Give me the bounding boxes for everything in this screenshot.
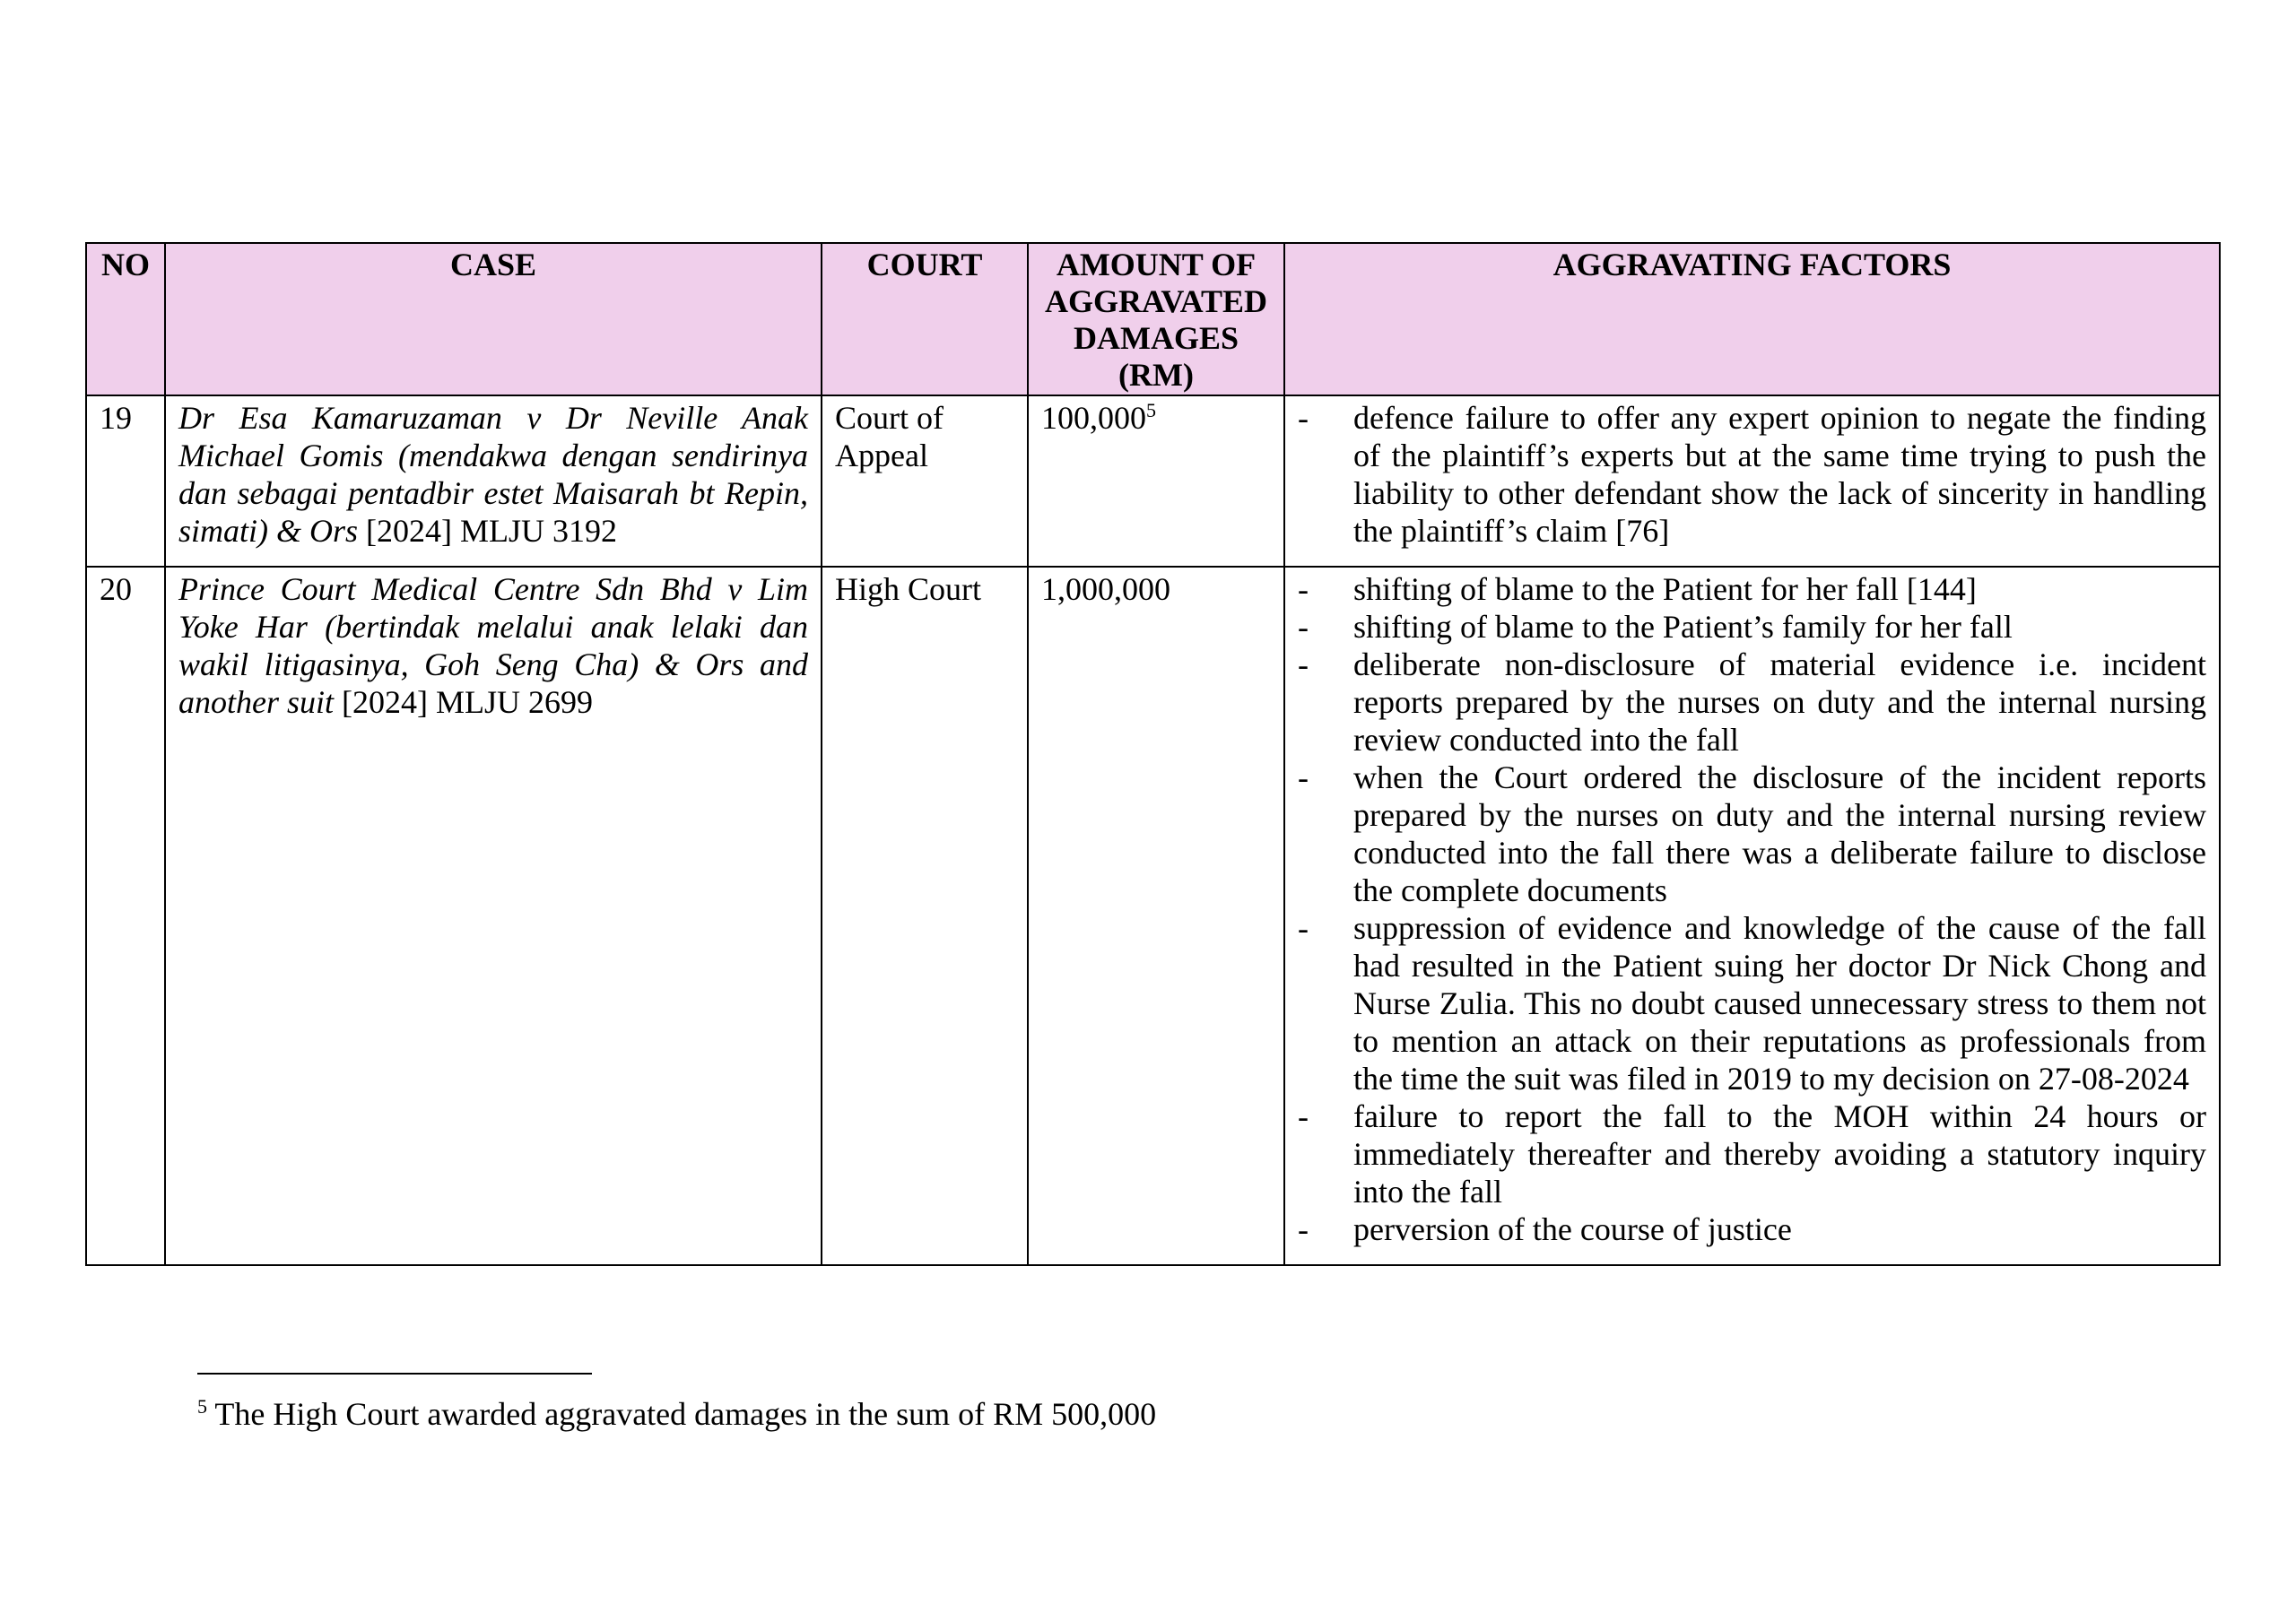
bullet-dash: - [1298, 571, 1309, 607]
header-factors: AGGRAVATING FACTORS [1284, 243, 2220, 395]
case-citation: [2024] MLJU 2699 [334, 684, 593, 720]
factor-text: failure to report the fall to the MOH within 24 hours or immediately thereafter and thereby avoiding a statutory inquiry into the fall [1353, 1098, 2206, 1210]
header-case: CASE [165, 243, 822, 395]
court-cell: High Court [822, 567, 1028, 1265]
factor-item [1298, 608, 2206, 646]
case-cell [165, 567, 822, 1265]
row-number: 19 [86, 395, 165, 567]
factor-text: deliberate non-disclosure of material evidence i.e. incident reports prepared by the nurses on duty and the internal nursing review conducted into the fall [1353, 646, 2206, 758]
aggravated-damages-table [85, 242, 2221, 1266]
footnote-number: 5 [197, 1395, 207, 1418]
amount-cell [1028, 395, 1284, 567]
footnote-separator [197, 1373, 592, 1375]
factors-list [1298, 570, 2206, 1248]
factor-text: shifting of blame to the Patient for her fall [144] [1353, 571, 1977, 607]
amount-cell [1028, 567, 1284, 1265]
factor-item [1298, 570, 2206, 608]
factor-text: defence failure to offer any expert opinion to negate the finding of the plaintiff’s experts but at the same time trying to push the liability to other defendant show the lack of sincerity in handling the plaintiff’s claim [76] [1353, 400, 2206, 549]
amount-value: 1,000,000 [1041, 571, 1170, 607]
footnote-reference[interactable]: 5 [1146, 399, 1156, 421]
factor-text: suppression of evidence and knowledge of the cause of the fall had resulted in the Patient suing her doctor Dr Nick Chong and Nurse Zulia. This no doubt caused unnecessary stress to them not to mention an attack on their reputations as professionals from the time the suit was filed in 2019 to my decision on 27-08-2024 [1353, 910, 2206, 1097]
court-cell: Court of Appeal [822, 395, 1028, 567]
header-amount: AMOUNT OF AGGRAVATED DAMAGES (RM) [1028, 243, 1284, 395]
factor-text: shifting of blame to the Patient’s family for her fall [1353, 609, 2013, 645]
row-number: 20 [86, 567, 165, 1265]
factor-text: perversion of the course of justice [1353, 1211, 1792, 1247]
table-row [86, 395, 2220, 567]
amount-value: 100,000 [1041, 400, 1146, 436]
factor-item [1298, 909, 2206, 1097]
factor-item [1298, 759, 2206, 909]
factor-text: when the Court ordered the disclosure of the incident reports prepared by the nurses on duty and the internal nursing review conducted into the fall there was a deliberate failure to disclose the complete documents [1353, 759, 2206, 908]
bullet-dash: - [1298, 646, 1309, 682]
table-row [86, 567, 2220, 1265]
factor-item [1298, 646, 2206, 759]
bullet-dash: - [1298, 609, 1309, 645]
factors-list [1298, 399, 2206, 550]
header-no: NO [86, 243, 165, 395]
case-cell [165, 395, 822, 567]
bullet-dash: - [1298, 1098, 1309, 1134]
factors-cell [1284, 395, 2220, 567]
factor-item [1298, 1210, 2206, 1248]
factors-cell [1284, 567, 2220, 1265]
case-name: Prince Court Medical Centre Sdn Bhd v Lim Yoke Har (bertindak melalui anak lelaki dan wakil litigasinya, Goh Seng Cha) & Ors and another suit [178, 571, 808, 720]
bullet-dash: - [1298, 910, 1309, 946]
case-name: Dr Esa Kamaruzaman v Dr Neville Anak Michael Gomis (mendakwa dengan sendirinya dan sebagai pentadbir estet Maisarah bt Repin, simati) & Ors [178, 400, 808, 549]
footnote [197, 1395, 1156, 1433]
table-header-row [86, 243, 2220, 395]
factor-item [1298, 399, 2206, 550]
bullet-dash: - [1298, 759, 1309, 795]
table-body [86, 395, 2220, 1265]
bullet-dash: - [1298, 400, 1309, 436]
case-citation: [2024] MLJU 3192 [358, 513, 618, 549]
factor-item [1298, 1097, 2206, 1210]
bullet-dash: - [1298, 1211, 1309, 1247]
footnote-text: The High Court awarded aggravated damages in the sum of RM 500,000 [207, 1396, 1157, 1432]
header-court: COURT [822, 243, 1028, 395]
